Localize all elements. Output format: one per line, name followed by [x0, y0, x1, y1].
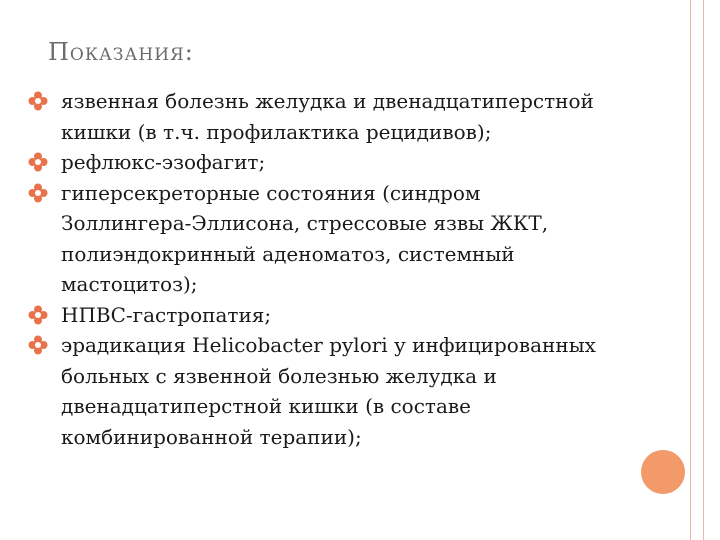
flower-bullet-icon — [27, 151, 49, 173]
bullet-item — [27, 147, 617, 178]
slide-title: Показания: — [48, 38, 194, 66]
bullet-item — [27, 300, 617, 331]
bullet-list — [27, 86, 617, 452]
bullet-item — [27, 330, 617, 452]
flower-bullet-icon — [27, 334, 49, 356]
frame-line-right — [703, 0, 704, 540]
flower-bullet-icon — [27, 182, 49, 204]
frame-line-left — [690, 0, 691, 540]
bullet-item — [27, 178, 617, 300]
flower-bullet-icon — [27, 304, 49, 326]
flower-bullet-icon — [27, 90, 49, 112]
bullet-item — [27, 86, 617, 147]
bullet-text: язвенная болезнь желудка и двенадцатиперстной кишки (в т.ч. профилактика рецидивов); — [61, 89, 594, 144]
bullet-text: эрадикация Helicobacter pylori у инфицированных больных с язвенной болезнью желудка и двенадцатиперстной кишки (в составе комбинированной терапии); — [61, 333, 596, 449]
bullet-text: гиперсекреторные состояния (синдром Золлингера-Эллисона, стрессовые язвы ЖКТ, полиэндокринный аденоматоз, системный мастоцитоз); — [61, 180, 549, 296]
bullet-text: НПВС-гастропатия; — [61, 302, 272, 327]
decorative-circle — [641, 450, 685, 494]
bullet-text: рефлюкс-эзофагит; — [61, 150, 266, 174]
